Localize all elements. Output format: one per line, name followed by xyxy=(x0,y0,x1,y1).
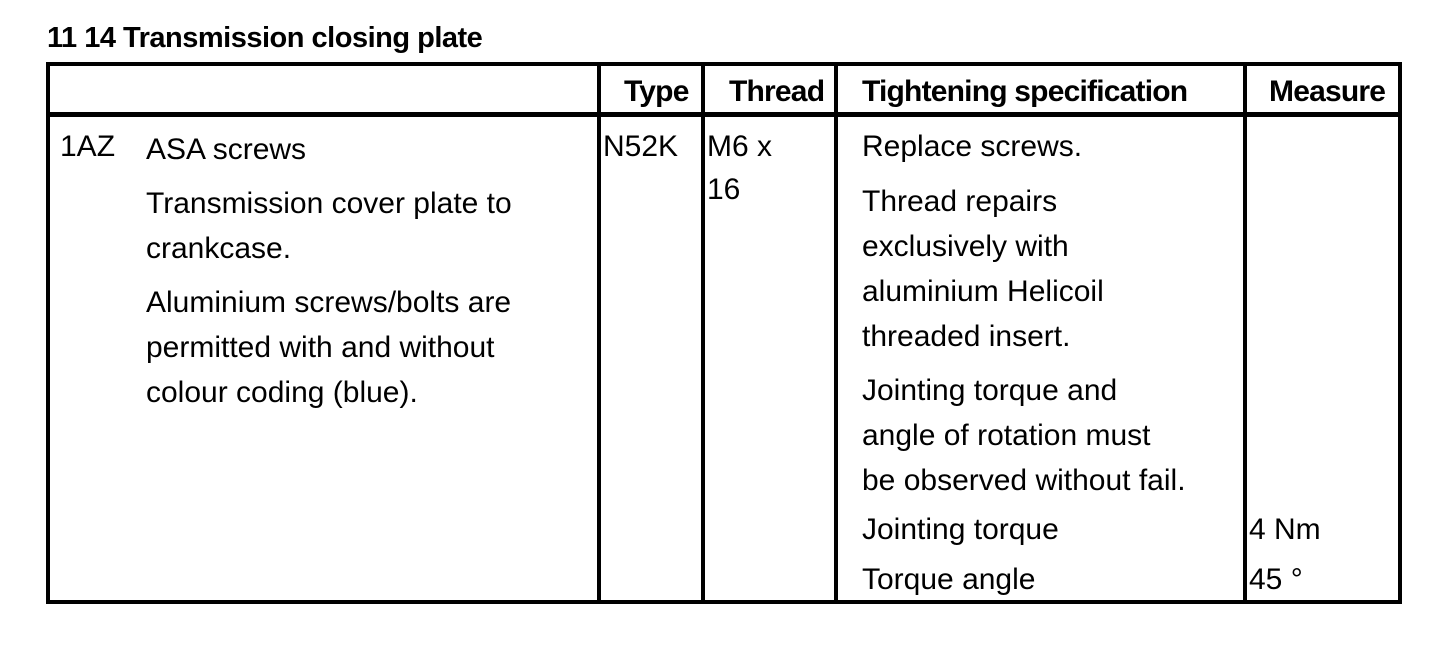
spec-table xyxy=(46,62,1402,604)
column-divider xyxy=(597,66,601,600)
column-divider xyxy=(701,66,705,600)
spec-line: aluminium Helicoil xyxy=(862,275,1104,308)
description-line: permitted with and without xyxy=(146,331,495,364)
description-line: Transmission cover plate to xyxy=(146,187,512,220)
column-divider xyxy=(1243,66,1247,600)
description-line: Aluminium screws/bolts are xyxy=(146,286,512,319)
description-note xyxy=(146,280,511,415)
header-measure: Measure xyxy=(1269,75,1386,108)
description-line: crankcase. xyxy=(146,232,292,265)
replace-screws-text: Replace screws. xyxy=(862,130,1083,163)
header-thread: Thread xyxy=(729,75,825,108)
thread-size xyxy=(707,124,772,212)
position-code: 1AZ xyxy=(60,130,116,163)
description-line: colour coding (blue). xyxy=(146,376,418,409)
description-text xyxy=(146,181,512,271)
spec-line: angle of rotation must xyxy=(862,419,1151,452)
thread-repairs-text xyxy=(862,179,1104,359)
header-tightening-specification: Tightening specification xyxy=(862,75,1188,108)
thread-line: 16 xyxy=(707,173,741,206)
column-divider xyxy=(834,66,838,600)
torque-angle-label: Torque angle xyxy=(862,563,1036,596)
observe-note xyxy=(862,368,1186,503)
spec-line: exclusively with xyxy=(862,230,1069,263)
page-title: 11 14 Transmission closing plate xyxy=(47,22,483,54)
spec-line: Jointing torque and xyxy=(862,374,1118,407)
jointing-torque-label: Jointing torque xyxy=(862,513,1059,546)
spec-line: be observed without fail. xyxy=(862,464,1186,497)
jointing-torque-value: 4 Nm xyxy=(1249,513,1321,546)
spec-line: Thread repairs xyxy=(862,185,1058,218)
type-code: N52K xyxy=(603,130,679,163)
header-type: Type xyxy=(624,75,689,108)
component-name: ASA screws xyxy=(146,133,307,166)
torque-angle-value: 45 ° xyxy=(1249,563,1303,596)
thread-line: M6 x xyxy=(707,130,773,163)
header-divider xyxy=(50,112,1398,117)
spec-line: threaded insert. xyxy=(862,320,1071,353)
